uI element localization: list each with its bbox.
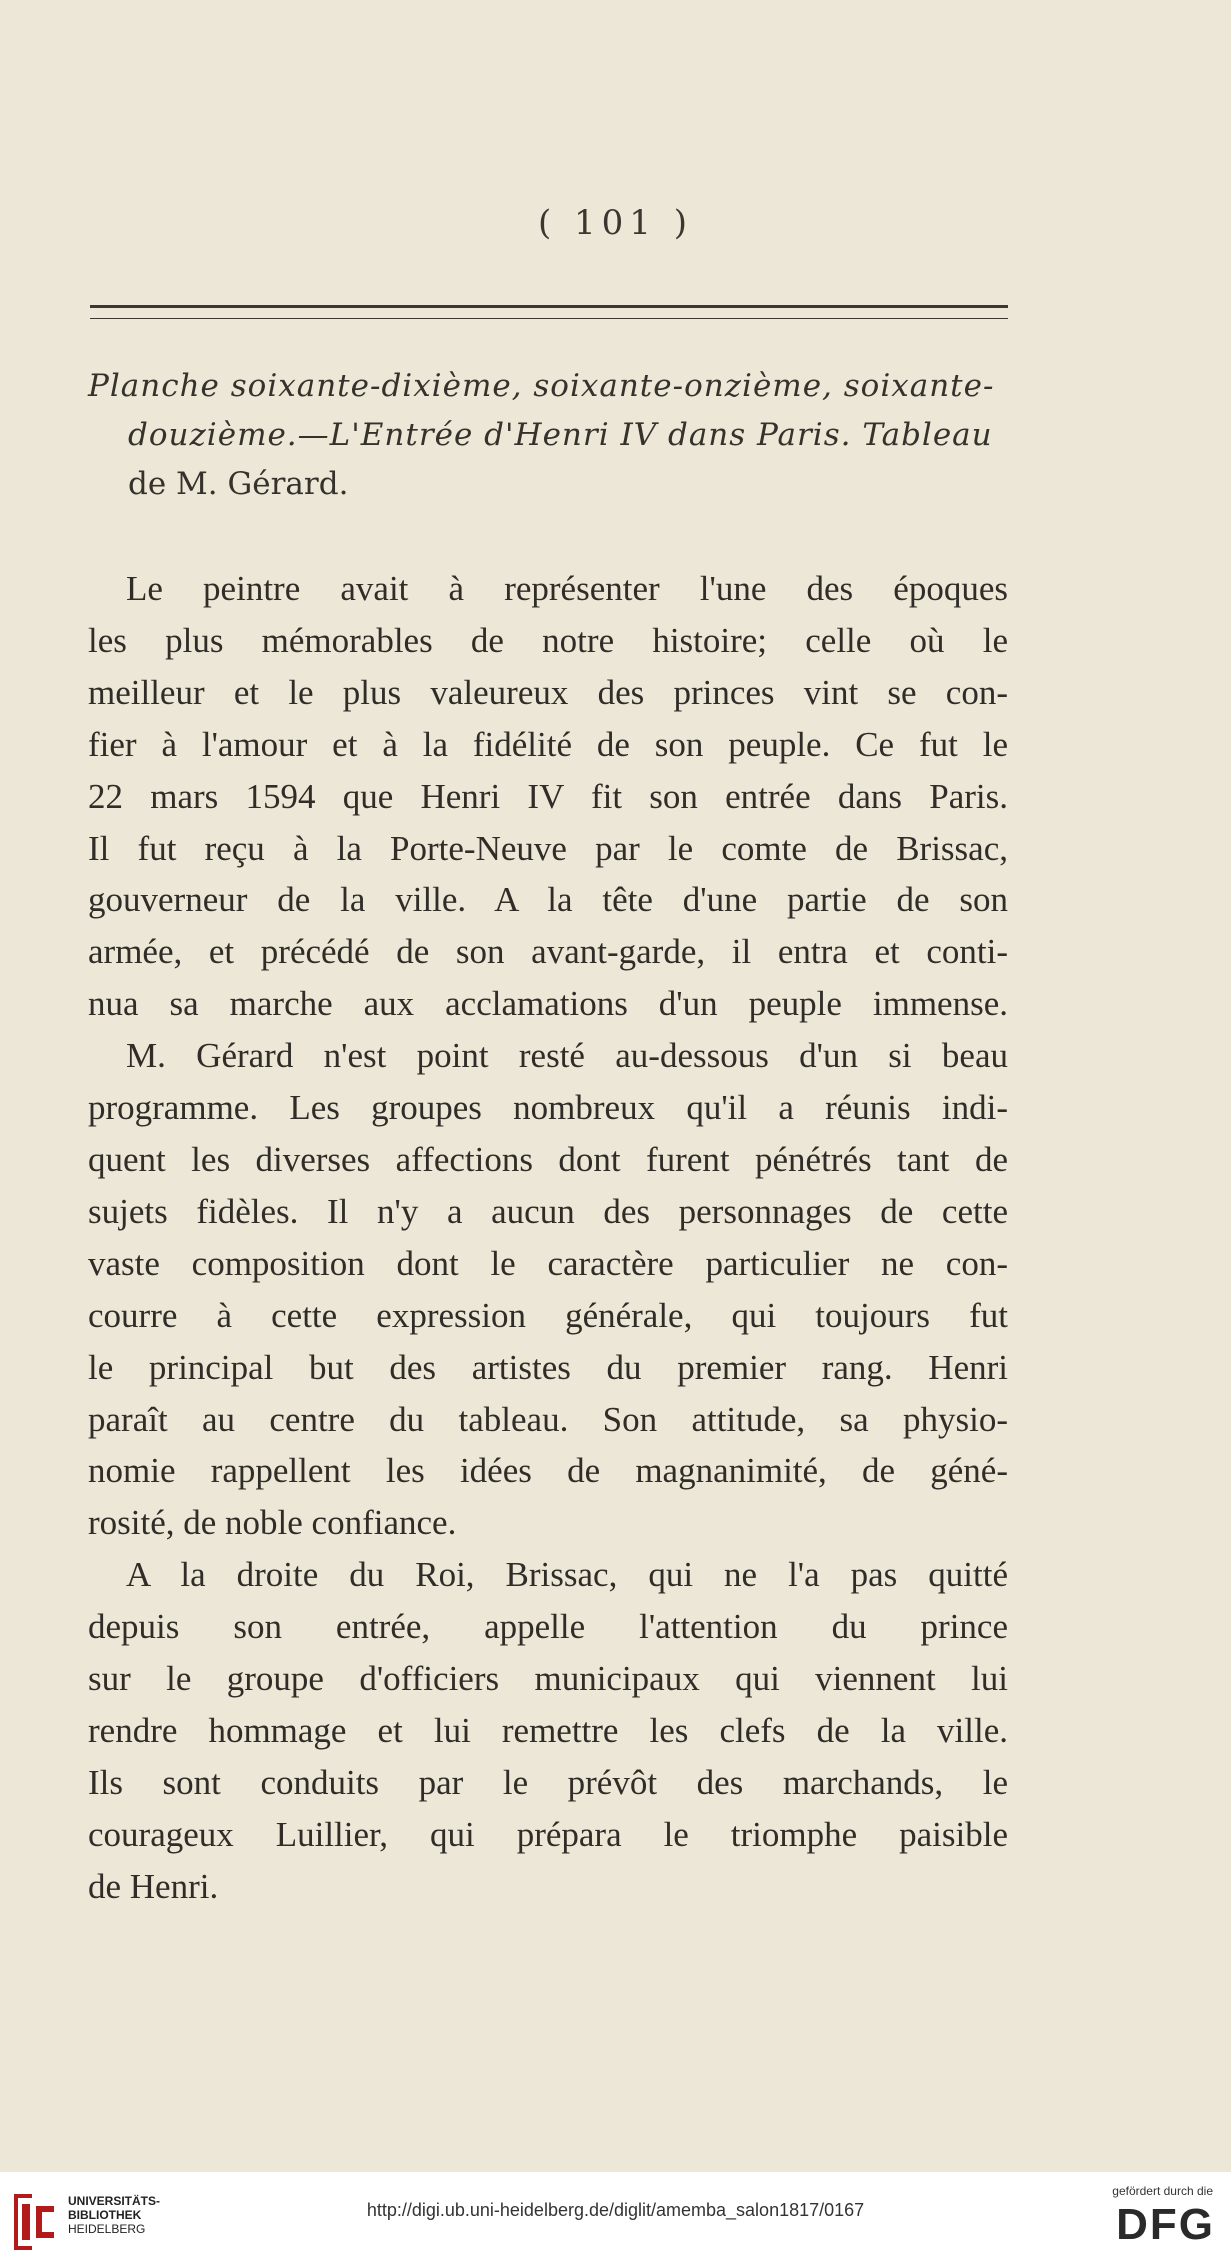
caption-line <box>88 411 1008 460</box>
text-line: rosité, de noble confiance. <box>88 1503 457 1543</box>
page-number: ( 101 ) <box>537 203 694 243</box>
text-line: A la droite du Roi, Brissac, qui ne l'a pas quitté <box>126 1555 1008 1595</box>
body-text <box>88 563 1008 1913</box>
text-line: 22 mars 1594 que Henri IV fit son entrée dans Paris. <box>88 776 1008 816</box>
text-line: rendre hommage et lui remettre les clefs de la ville. <box>88 1710 1008 1750</box>
caption-text: Planche soixante-dixième, soixante-onzième, soixante- <box>88 368 995 404</box>
text-line: gouverneur de la ville. A la tête d'une partie de son <box>88 880 1008 920</box>
text-line: armée, et précédé de son avant-garde, il entra et conti- <box>88 932 1008 972</box>
dfg-logo: DFG <box>1116 2200 1215 2249</box>
text-line: de Henri. <box>88 1866 219 1906</box>
text-line: Le peintre avait à représenter l'une des époques <box>126 569 1008 608</box>
header-rule-thin <box>90 318 1008 319</box>
text-line: Il fut reçu à la Porte-Neuve par le comte de Brissac, <box>88 828 1008 868</box>
permalink[interactable]: http://digi.ub.uni-heidelberg.de/diglit/amemba_salon1817/0167 <box>366 2200 865 2220</box>
text-line: courageux Luillier, qui prépara le triomphe paisible <box>88 1814 1008 1854</box>
caption-line: de M. Gérard. <box>128 466 349 502</box>
plate-caption <box>88 362 1008 509</box>
institution-line: UNIVERSITÄTS- <box>68 2194 161 2208</box>
text-line: programme. Les groupes nombreux qu'il a réunis indi- <box>88 1088 1008 1128</box>
header-rule-thick <box>90 305 1008 308</box>
institution-line: BIBLIOTHEK <box>68 2208 142 2222</box>
text-line: sur le groupe d'officiers municipaux qui viennent lui <box>88 1659 1008 1699</box>
text-line: nomie rappellent les idées de magnanimité, de géné- <box>88 1451 1008 1491</box>
viewer-footer <box>0 2172 1231 2259</box>
text-line: Ils sont conduits par le prévôt des marchands, le <box>88 1762 1008 1802</box>
text-line: depuis son entrée, appelle l'attention du prince <box>88 1607 1008 1647</box>
text-line: paraît au centre du tableau. Son attitude, sa physio- <box>88 1399 1008 1439</box>
text-line: courre à cette expression générale, qui toujours fut <box>88 1295 1008 1335</box>
text-line: le principal but des artistes du premier rang. Henri <box>88 1347 1008 1387</box>
institution-line: HEIDELBERG <box>68 2222 146 2236</box>
sponsor-label: gefördert durch die <box>1112 2184 1213 2198</box>
text-line: sujets fidèles. Il n'y a aucun des personnages de cette <box>88 1191 1008 1231</box>
text-line: vaste composition dont le caractère particulier ne con- <box>88 1243 1008 1283</box>
text-line: meilleur et le plus valeureux des princes vint se con- <box>88 672 1008 712</box>
text-line: fier à l'amour et à la fidélité de son peuple. Ce fut le <box>88 724 1008 764</box>
text-line: les plus mémorables de notre histoire; celle où le <box>88 620 1008 660</box>
text-line: nua sa marche aux acclamations d'un peuple immense. <box>88 984 1008 1024</box>
text-line: M. Gérard n'est point resté au-dessous d'un si beau <box>126 1036 1008 1076</box>
caption-line <box>88 362 1008 411</box>
caption-text: douzième.—L'Entrée d'Henri IV dans Paris. Tableau <box>128 417 993 453</box>
text-line: quent les diverses affections dont furent pénétrés tant de <box>88 1139 1008 1179</box>
